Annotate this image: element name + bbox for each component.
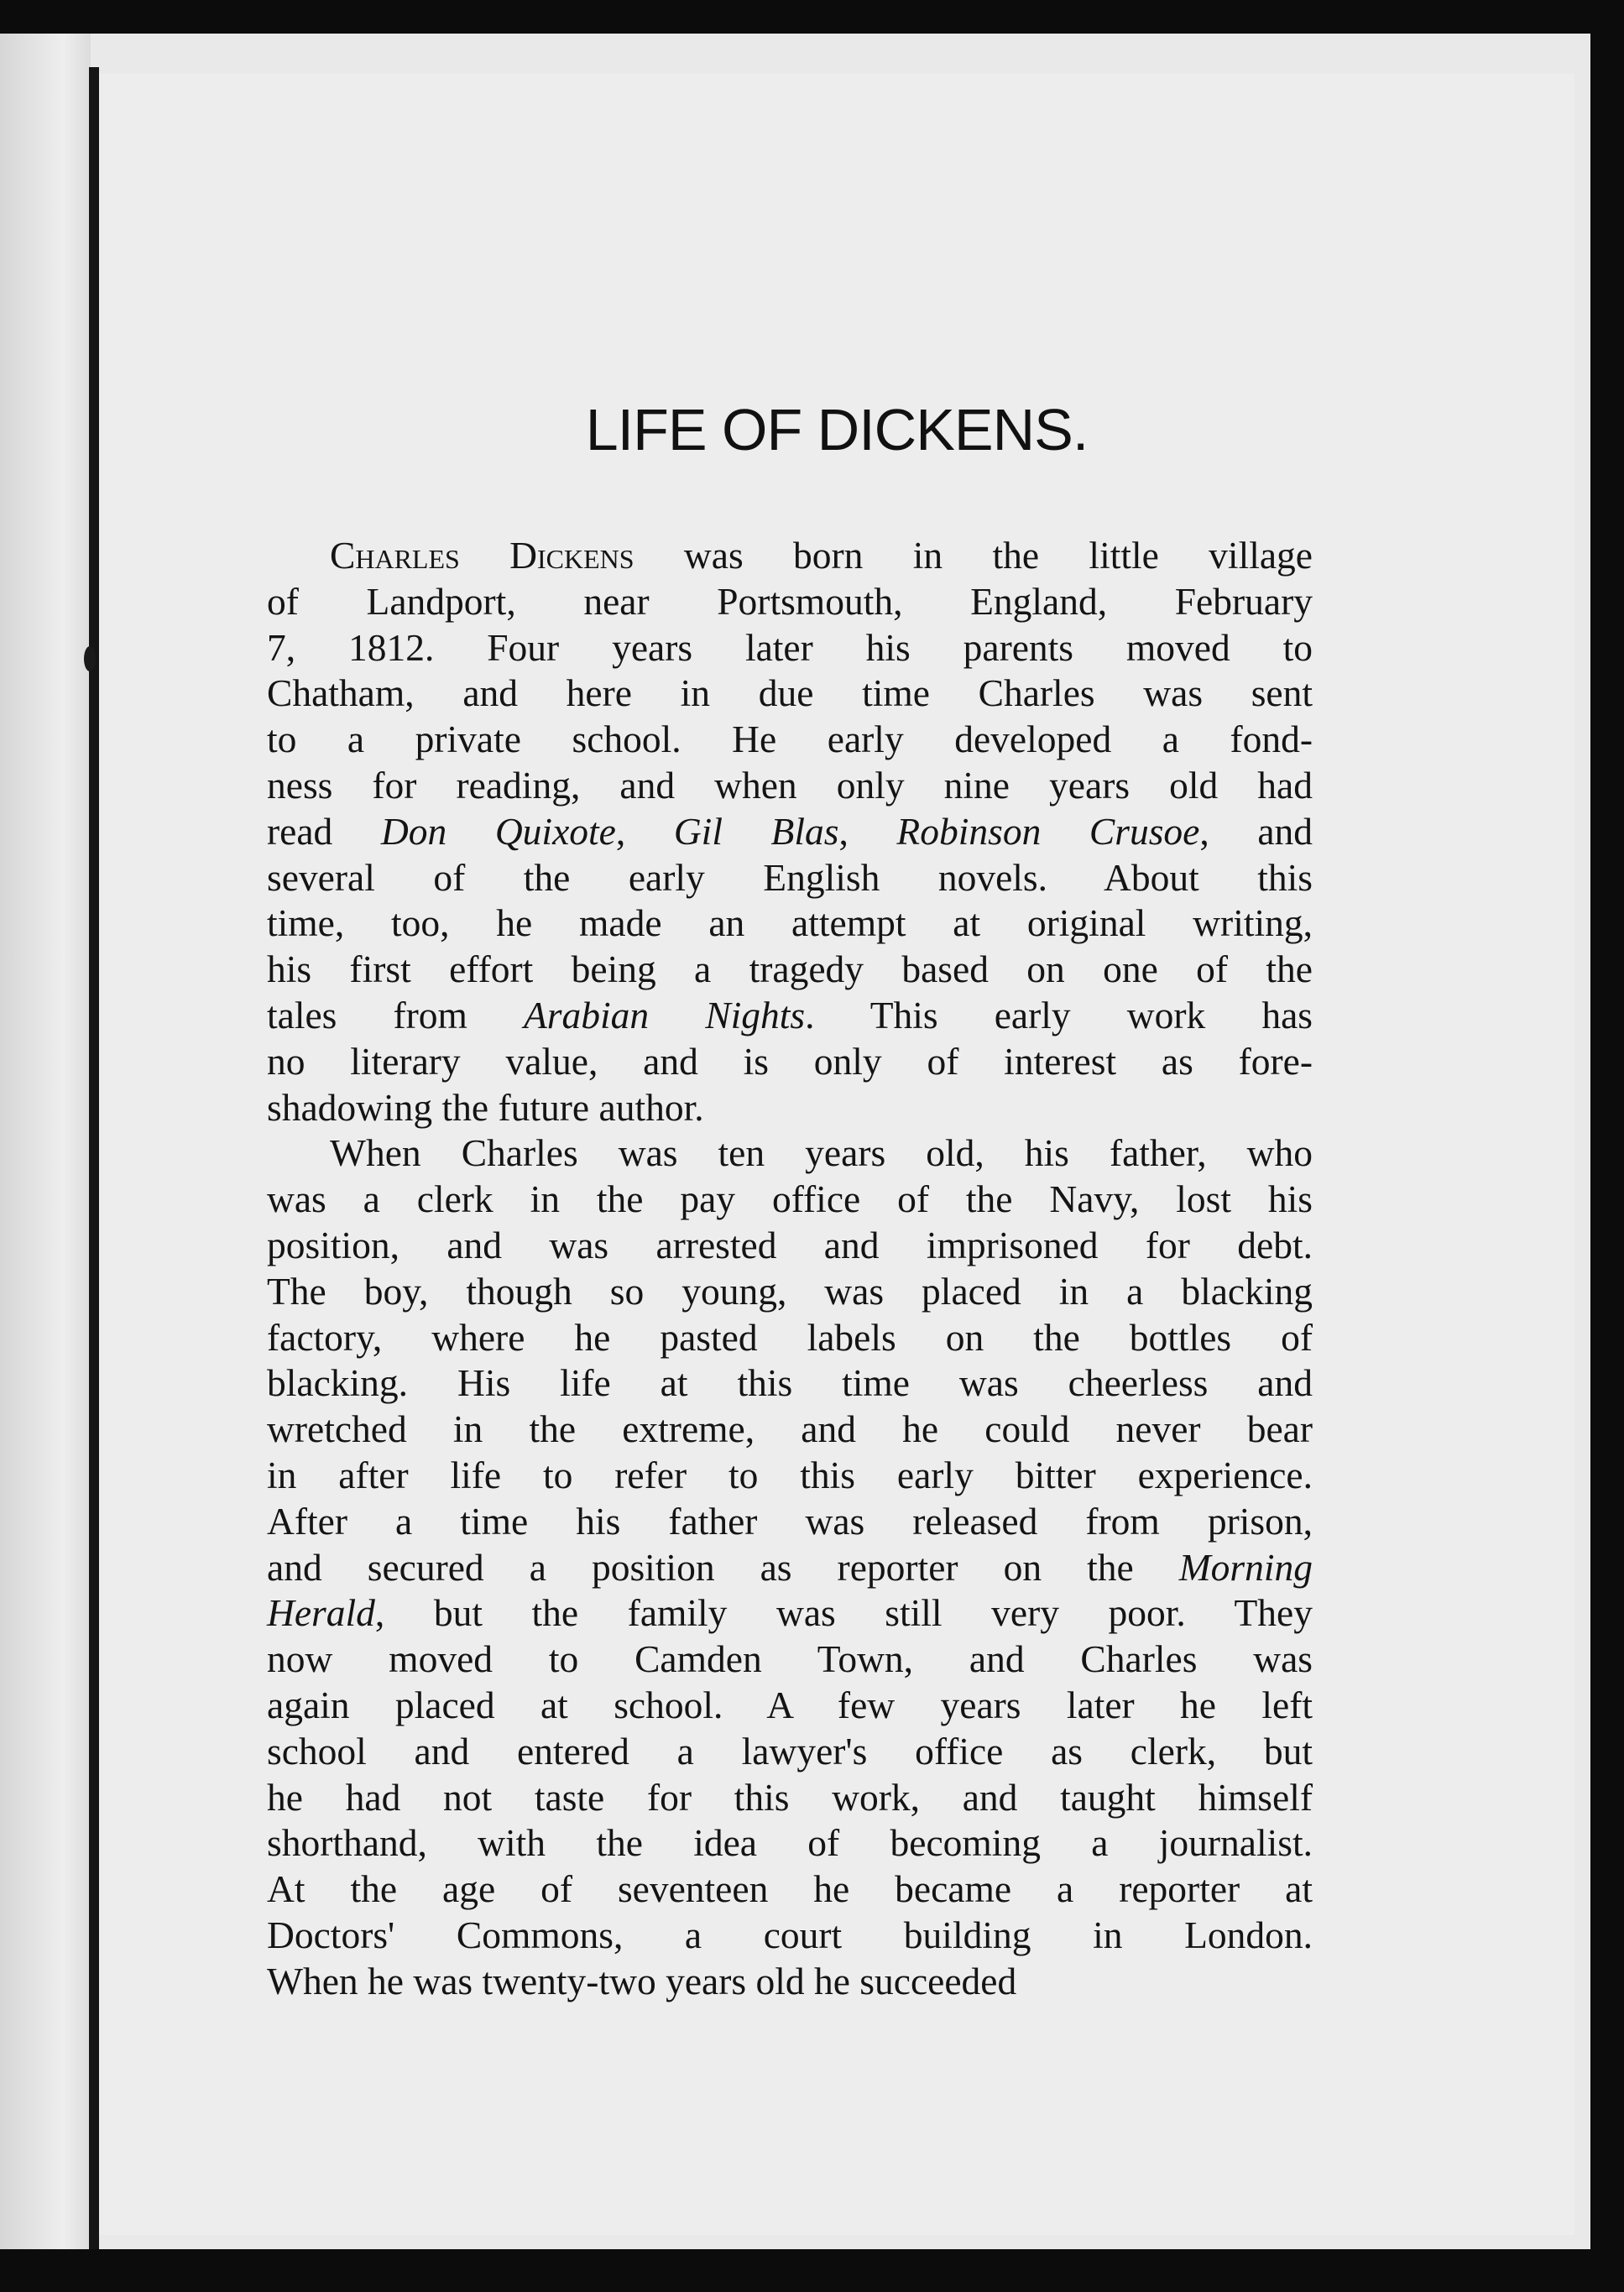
- text-run: After a time his father was released from prison,: [267, 1499, 1313, 1543]
- scanned-page-background: [0, 34, 1590, 2249]
- paragraph: [267, 1130, 1313, 2004]
- text-run: , but the family was still very poor. They: [374, 1591, 1313, 1635]
- text-run: several of the early English novels. About this: [267, 855, 1313, 899]
- text-line: [267, 1729, 1313, 1775]
- text-run: was a clerk in the pay office of the Navy, lost his: [267, 1177, 1313, 1221]
- text-run: At the age of seventeen he became a reporter at: [267, 1867, 1313, 1911]
- text-line: [267, 1866, 1313, 1913]
- text-line: [267, 1315, 1313, 1361]
- text-run: factory, where he pasted labels on the bottles of: [267, 1315, 1313, 1359]
- text-run: ,: [838, 809, 897, 853]
- text-line: [267, 1959, 1313, 2005]
- text-line: [267, 1453, 1313, 1499]
- text-run: When he was twenty-two years old he succeeded: [267, 1959, 1017, 2002]
- text-run: position, and was arrested and imprisoned for debt.: [267, 1223, 1313, 1266]
- text-run: blacking. His life at this time was cheerless and: [267, 1361, 1313, 1405]
- page-title: LIFE OF DICKENS.: [585, 397, 1089, 462]
- text-line: [267, 533, 1313, 579]
- italic-title: Arabian Nights: [524, 993, 806, 1036]
- text-run: read: [267, 809, 381, 853]
- italic-title: Herald: [267, 1591, 375, 1635]
- book-spine-shadow: [0, 34, 91, 2249]
- text-line: [267, 809, 1313, 855]
- ink-blot: [84, 646, 96, 671]
- text-run: time, too, he made an attempt at original writing,: [267, 901, 1313, 945]
- text-run: wretched in the extreme, and he could never bear: [267, 1407, 1313, 1451]
- text-line: [267, 579, 1313, 625]
- text-run: ness for reading, and when only nine years old had: [267, 763, 1313, 807]
- text-run: When Charles was ten years old, his father, who: [330, 1131, 1313, 1175]
- text-line: [267, 901, 1313, 947]
- text-run: . This early work has: [805, 993, 1313, 1036]
- text-run: no literary value, and is only of interest as fore-: [267, 1039, 1313, 1083]
- text-line: [267, 1085, 1313, 1131]
- text-line: [267, 1637, 1313, 1683]
- book-page: [99, 74, 1574, 2235]
- text-run: of Landport, near Portsmouth, England, February: [267, 579, 1313, 623]
- text-run: tales from: [267, 993, 525, 1036]
- italic-title: Don Quixote: [380, 809, 616, 853]
- text-line: [267, 947, 1313, 993]
- text-line: [267, 1039, 1313, 1085]
- text-line: [267, 671, 1313, 717]
- text-run: 7, 1812. Four years later his parents moved to: [267, 625, 1313, 669]
- text-run: to a private school. He early developed a fond-: [267, 718, 1313, 761]
- text-line: [267, 625, 1313, 671]
- text-line: [267, 1545, 1313, 1591]
- text-run: he had not taste for this work, and taught himself: [267, 1775, 1313, 1819]
- text-run: ,: [615, 809, 674, 853]
- text-run: his first effort being a tragedy based on one of the: [267, 948, 1313, 991]
- text-run: The boy, though so young, was placed in a blacking: [267, 1269, 1313, 1313]
- text-line: [267, 993, 1313, 1039]
- text-run: was born in the little village: [634, 534, 1313, 577]
- text-line: [267, 1130, 1313, 1177]
- text-run: school and entered a lawyer's office as clerk, but: [267, 1729, 1313, 1773]
- text-run: Doctors' Commons, a court building in London.: [267, 1913, 1313, 1956]
- text-line: [267, 1269, 1313, 1315]
- text-run: shadowing the future author.: [267, 1085, 704, 1129]
- text-run: again placed at school. A few years later he left: [267, 1683, 1313, 1726]
- italic-title: Robinson Crusoe: [896, 809, 1200, 853]
- text-line: [267, 763, 1313, 809]
- text-line: [267, 1775, 1313, 1821]
- text-line: [267, 1683, 1313, 1729]
- text-line: [267, 1223, 1313, 1269]
- book-gutter-rule: [89, 67, 99, 2249]
- text-run: and secured a position as reporter on the: [267, 1545, 1179, 1589]
- text-line: [267, 1913, 1313, 1959]
- text-line: [267, 855, 1313, 901]
- paragraph: [267, 533, 1313, 1130]
- text-line: [267, 1407, 1313, 1453]
- italic-title: Morning: [1178, 1545, 1313, 1589]
- text-run: , and: [1199, 809, 1313, 853]
- text-line: [267, 1499, 1313, 1545]
- text-line: [267, 1820, 1313, 1866]
- body-text: [267, 533, 1313, 2005]
- text-run: Chatham, and here in due time Charles was sent: [267, 671, 1313, 715]
- text-run: shorthand, with the idea of becoming a journalist.: [267, 1821, 1313, 1865]
- text-line: [267, 717, 1313, 763]
- text-line: [267, 1590, 1313, 1637]
- italic-title: Gil Blas: [673, 809, 839, 853]
- text-run: now moved to Camden Town, and Charles was: [267, 1637, 1313, 1681]
- text-line: [267, 1177, 1313, 1223]
- text-run: in after life to refer to this early bitter experience.: [267, 1453, 1313, 1496]
- author-name: Charles Dickens: [330, 534, 634, 577]
- text-line: [267, 1360, 1313, 1407]
